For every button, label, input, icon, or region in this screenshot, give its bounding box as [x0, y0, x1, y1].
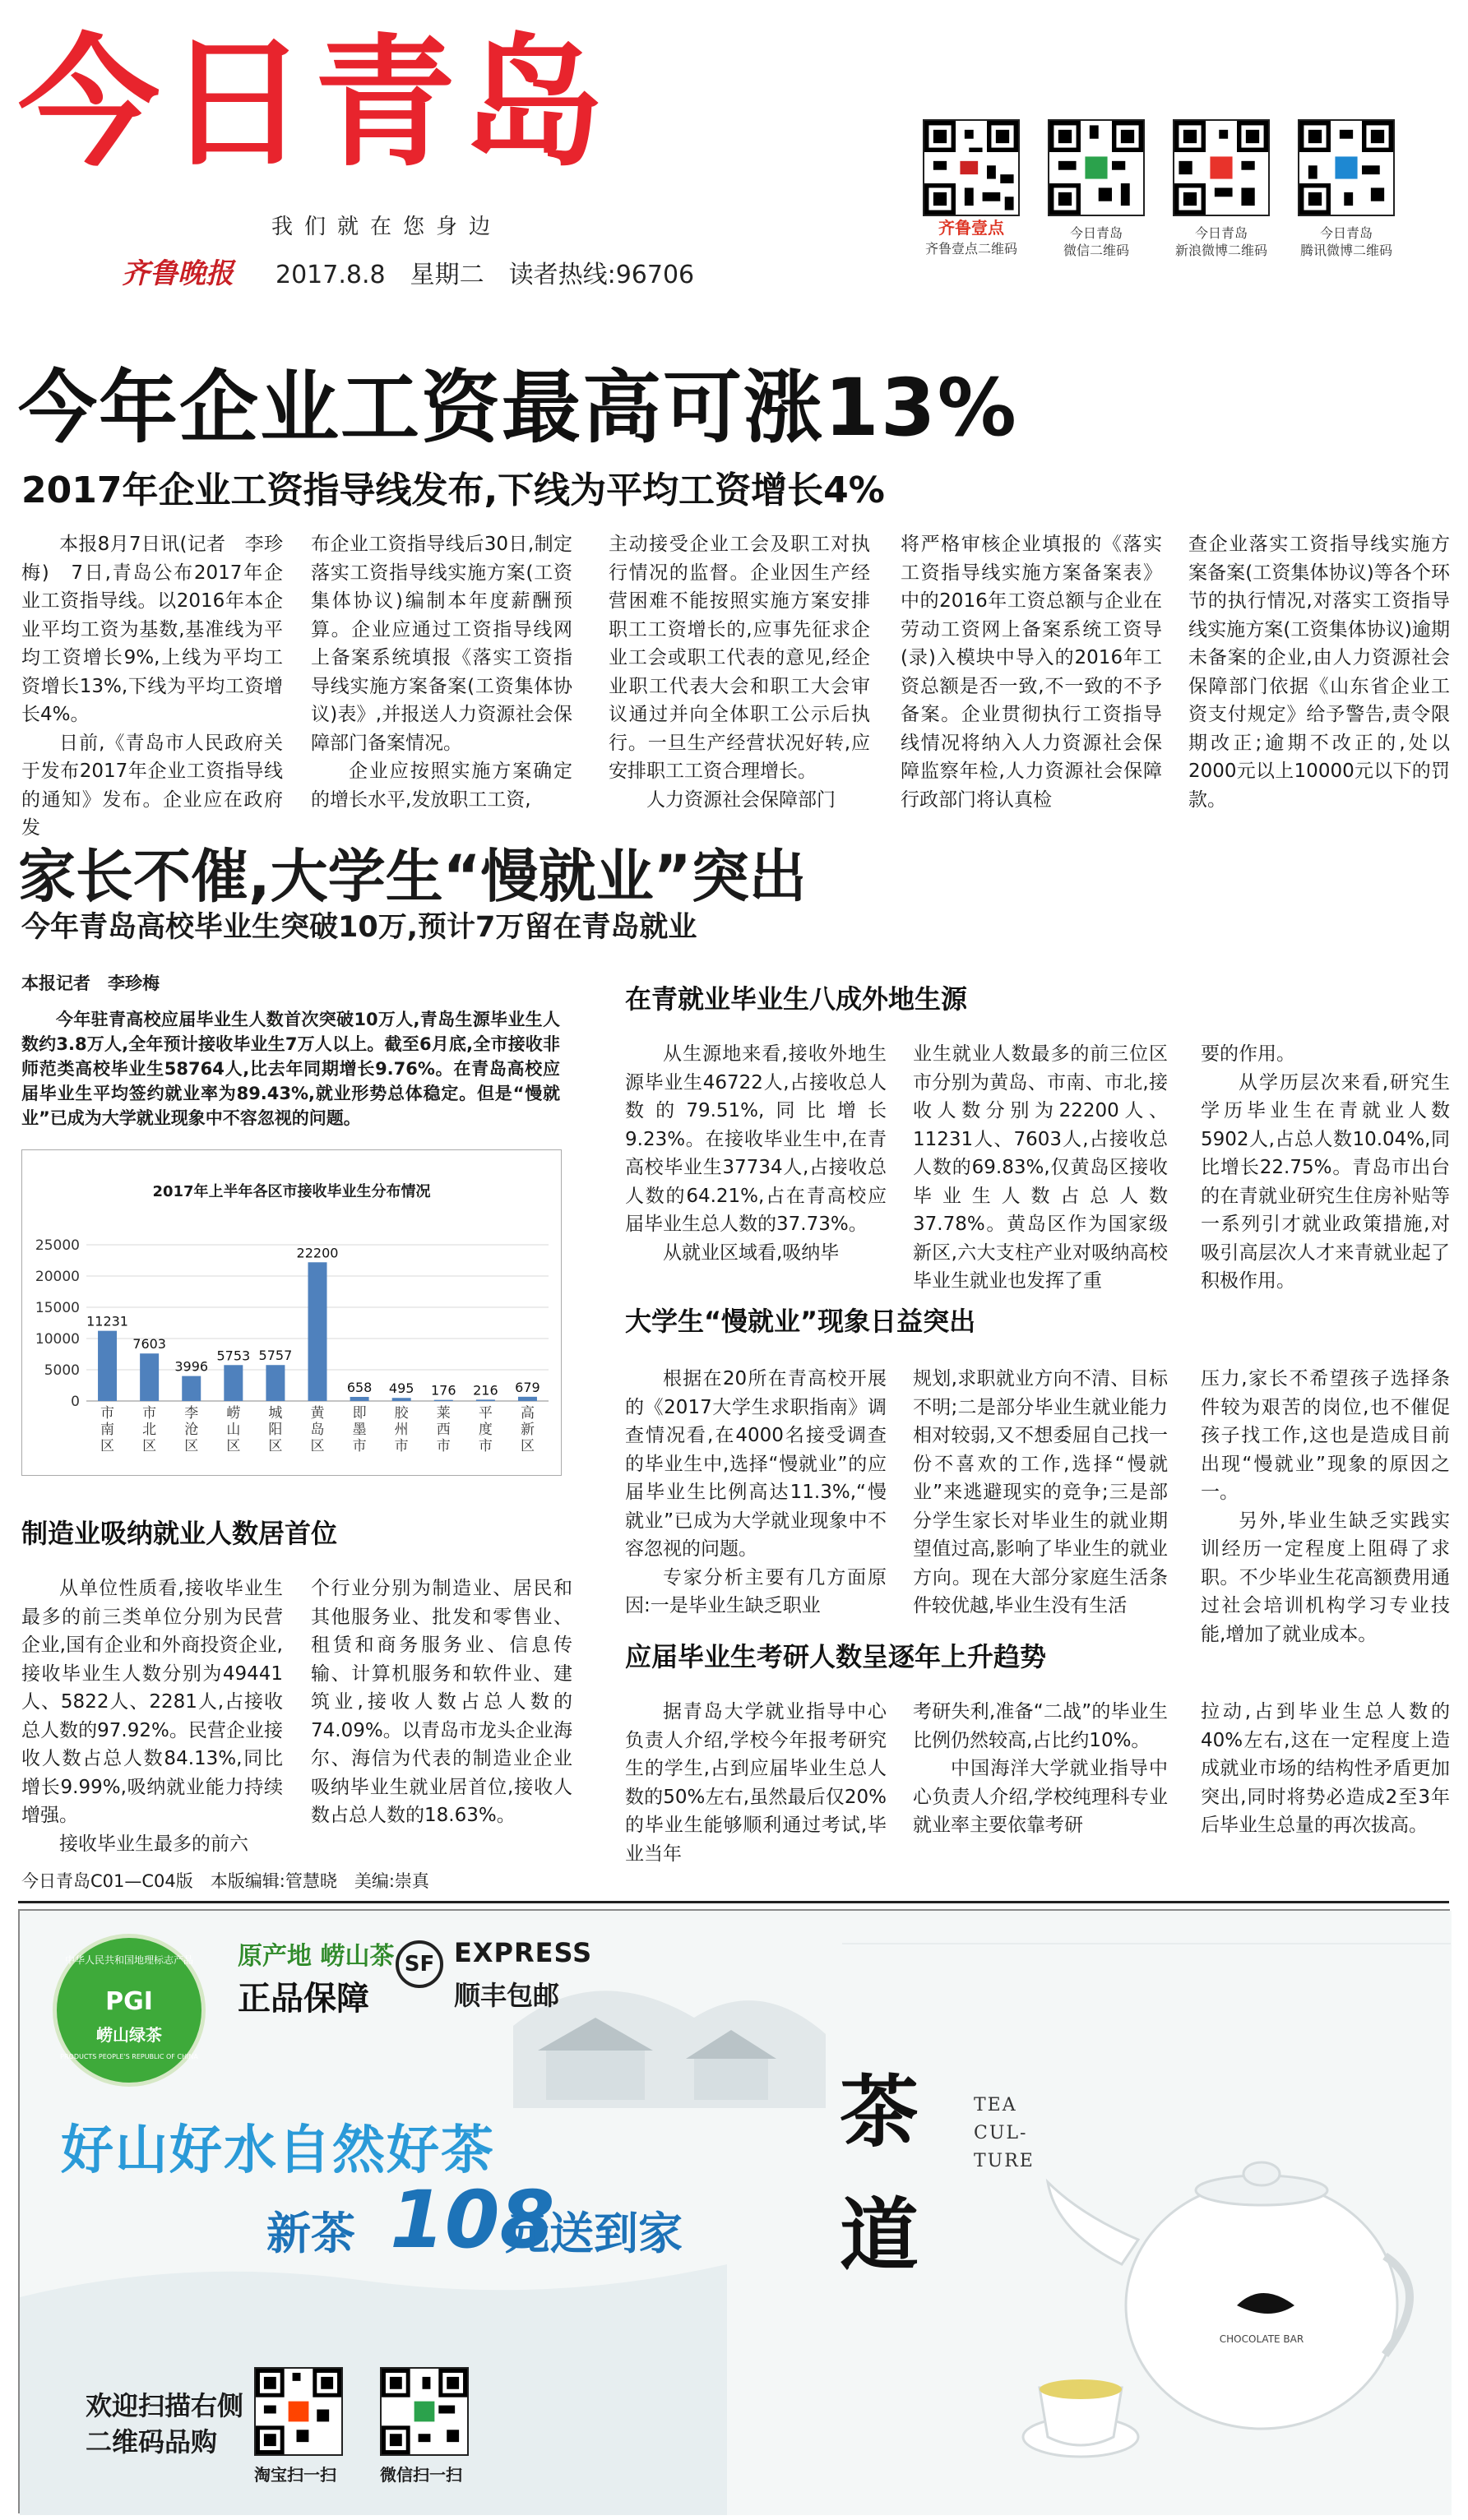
section-title-slow-employment: 大学生“慢就业”现象日益突出 — [625, 1306, 976, 1337]
qr-wechat[interactable] — [1046, 119, 1146, 259]
ad-tea-way-calligraphy: 茶道 — [840, 2065, 919, 2282]
slow-col-2 — [913, 1365, 1168, 1620]
qr-caption: 今日青岛 腾讯微博二维码 — [1299, 225, 1392, 258]
paragraph: 规划,求职就业方向不清、目标不明;二是部分毕业生就业能力相对较弱,又不想委屈自己找一份不喜欢的工作,选择“慢就业”来逃避现实的竞争;三是部分学生家长对毕业生的就业期望值过高,影响了毕业生的就业方向。现在大部分家庭生活条件较优越,毕业生没有生活 — [913, 1368, 1168, 1616]
masthead-slogan: 我们就在您身边 — [271, 215, 502, 239]
data-label: 5753 — [216, 1348, 251, 1364]
section-title-manufacturing: 制造业吸纳就业人数居首位 — [21, 1518, 338, 1549]
qr-caption: 今日青岛 新浪微博二维码 — [1174, 225, 1267, 258]
article1-headline: 今年企业工资最高可涨13% — [18, 362, 1018, 454]
paragraph: 主动接受企业工会及职工对执行情况的监督。企业因生产经营困难不能按照实施方案安排职工工资增长的,应事先征求企业工会或职工代表的意见,经企业职工代表大会和职工大会审议通过并向全体职工公示后执行。一旦生产经营状况好转,应安排职工工资合理增长。 — [609, 534, 870, 782]
sf-express-icon: SF — [396, 1940, 443, 1988]
paragraph: 企业应按照实施方案确定的增长水平,发放职工工资, — [311, 761, 572, 811]
y-tick-label: 10000 — [35, 1331, 80, 1348]
paper-name: 齐鲁晚报 — [122, 257, 234, 290]
paragraph: 从生源地来看,接收外地生源毕业生46722人,占接收总人数的79.51%,同比增长9.23%。在接收毕业生中,在青高校毕业生37734人,占接收总人数的64.21%,占在青高校应届毕业生总人数的37.73%。 — [625, 1043, 887, 1235]
bar — [98, 1331, 117, 1401]
x-tick-label: 市南区 — [100, 1405, 115, 1454]
source-col-2 — [913, 1040, 1168, 1311]
ad-scan-prompt: 欢迎扫描右侧 二维码品购 — [86, 2390, 244, 2458]
bar — [182, 1376, 201, 1401]
data-label: 658 — [346, 1379, 373, 1395]
qr-sina-weibo[interactable] — [1171, 119, 1271, 259]
ad-origin: 原产地 崂山茶 — [238, 1942, 395, 1971]
y-tick-label: 20000 — [35, 1269, 80, 1285]
paragraph: 从单位性质看,接收毕业生最多的前三类单位分别为民营企业,国有企业和外商投资企业,接收毕业生人数分别为49441人、5822人、2281人,占接收总人数的97.92%。民营企业接收人数占总人数84.13%,同比增长9.99%,吸纳就业能力持续增强。 — [21, 1578, 283, 1826]
x-tick-label: 城阳区 — [268, 1405, 283, 1454]
paragraph: 本报8月7日讯(记者 李珍梅) 7日,青岛公布2017年企业工资指导线。以2016年本企业平均工资为基数,基准线为平均工资增长9%,上线为平均工资增长13%,下线为平均工资增长4%。 — [21, 534, 283, 725]
date-line: 2017.8.8 星期二 读者热线:96706 — [276, 261, 695, 289]
y-tick-label: 25000 — [35, 1237, 80, 1254]
wechat-qr-caption: 微信扫一扫 — [380, 2465, 462, 2485]
manufacturing-col-1 — [21, 1574, 283, 1855]
paragraph: 接收毕业生最多的前六 — [59, 1833, 248, 1855]
paragraph: 从学历层次来看,研究生学历毕业生在青就业人数5902人,占总人数10.04%,同比增长22.75%。青岛市出台的在青就业研究生住房补贴等一系列引才就业政策措施,对吸引高层次人才来青就业起了积极作用。 — [1201, 1071, 1450, 1292]
x-tick-label: 市北区 — [142, 1405, 157, 1454]
pgi-logo — [53, 1934, 206, 2087]
section-title-source: 在青就业毕业生八成外地生源 — [625, 983, 968, 1015]
ad-price: 108 — [390, 2174, 555, 2266]
ad-tea-culture: TEA CUL- TURE — [974, 2095, 1035, 2171]
bar — [266, 1365, 285, 1401]
qr-tencent-weibo[interactable] — [1296, 119, 1396, 259]
ad-slogan: 好山好水自然好茶 — [61, 2120, 495, 2181]
qr-code-icon — [1298, 119, 1395, 216]
article1-col-3 — [609, 530, 870, 811]
data-label: 679 — [515, 1379, 540, 1395]
paragraph: 据青岛大学就业指导中心负责人介绍,学校今年报考研究生的学生,占到应届毕业生总人数的50%左右,虽然最后仅20%的毕业生能够顺利通过考试,毕业当年 — [625, 1701, 887, 1865]
ad-delivery: 元送到家 — [505, 2208, 683, 2259]
section-title-grad-exam: 应届毕业生考研人数呈逐年上升趋势 — [625, 1641, 1047, 1672]
grad-col-1 — [625, 1698, 887, 1865]
paragraph: 查企业落实工资指导线实施方案备案(工资集体协议)等各个环节的执行情况,对落实工资指导线实施方案(工资集体协议)逾期未备案的企业,由人力资源社会保障部门依据《山东省企业工资支付规定》给予警告,责令限期改正;逾期不改正的,处以2000元以上10000元以下的罚款。 — [1188, 534, 1450, 811]
bar — [350, 1397, 369, 1401]
paragraph: 个行业分别为制造业、居民和其他服务业、批发和零售业、租赁和商务服务业、信息传输、计算机服务和软件业、建筑业,接收人数占总人数的74.09%。以青岛市龙头企业海尔、海信为代表的制造业企业吸纳毕业生就业居首位,接收人数占总人数的18.63%。 — [311, 1578, 572, 1826]
slow-col-1 — [625, 1365, 887, 1620]
data-label: 7603 — [132, 1336, 166, 1352]
data-label: 11231 — [86, 1313, 128, 1329]
article2-subhead: 今年青岛高校毕业生突破10万,预计7万留在青岛就业 — [21, 911, 697, 944]
data-label: 5757 — [258, 1348, 293, 1364]
article2-lead — [21, 1007, 560, 1139]
paragraph: 今年驻青高校应届毕业生人数首次突破10万人,青岛生源毕业生人数约3.8万人,全年预计接收毕业生7万人以上。截至6月底,全市接收非师范类高校毕业生58764人,比去年同期增长9.76%。在青岛高校应届毕业生平均签约就业率为89.43%,就业形势总体稳定。但是“慢就业”已成为大学就业现象中不容忽视的问题。 — [21, 1010, 560, 1128]
teapot-illustration — [1023, 2059, 1418, 2486]
article1-col-5 — [1188, 530, 1450, 811]
source-col-1 — [625, 1040, 887, 1311]
page-footer-info: 今日青岛C01—C04版 本版编辑:管慧晓 美编:崇真 — [21, 1871, 429, 1891]
chart-title: 2017年上半年各区市接收毕业生分布情况 — [152, 1183, 431, 1200]
x-tick-label: 黄岛区 — [310, 1405, 325, 1454]
article1-col-4 — [901, 530, 1162, 811]
qr-code-icon — [923, 119, 1020, 216]
bar — [392, 1398, 411, 1401]
bar — [518, 1397, 537, 1401]
x-tick-label: 胶州市 — [394, 1405, 409, 1454]
bar — [434, 1400, 453, 1401]
bar — [140, 1353, 159, 1401]
qr-brand: 齐鲁壹点 — [938, 218, 1004, 238]
y-tick-label: 0 — [71, 1394, 80, 1410]
qr-code-icon — [1173, 119, 1270, 216]
paragraph: 压力,家长不希望孩子选择条件较为艰苦的岗位,也不催促孩子找工作,这也是造成目前出现“慢就业”现象的原因之一。 — [1201, 1368, 1450, 1503]
paragraph: 从就业区域看,吸纳毕 — [663, 1242, 840, 1264]
paragraph: 中国海洋大学就业指导中心负责人介绍,学校纯理科专业就业率主要依靠考研 — [913, 1758, 1168, 1836]
paragraph: 拉动,占到毕业生总人数的40%左右,这在一定程度上造成就业市场的结构性矛盾更加突出,同时将势必造成2至3年后毕业生总量的再次拔高。 — [1201, 1701, 1450, 1836]
article2-byline: 本报记者 李珍梅 — [21, 973, 160, 993]
article2-headline: 家长不催,大学生“慢就业”突出 — [18, 843, 807, 910]
x-tick-label: 高新区 — [520, 1405, 535, 1454]
teapot-label: CHOCOLATE BAR — [1219, 2333, 1304, 2345]
paragraph: 将严格审核企业填报的《落实工资指导线实施方案备案表》中的2016年工资总额与企业在劳动工资网上备案系统工资导(录)入模块中导入的2016年工资总额是否一致,不一致的不予备案。企业贯彻执行工资指导线情况将纳入人力资源社会保障监察年检,人力资源社会保障行政部门将认真检 — [901, 534, 1162, 811]
x-tick-label: 莱西市 — [436, 1405, 451, 1454]
paragraph: 人力资源社会保障部门 — [646, 788, 836, 811]
logo-top-text: 中华人民共和国地理标志产品 — [64, 1954, 193, 1966]
manufacturing-col-2 — [311, 1574, 572, 1838]
data-label: 22200 — [296, 1245, 339, 1261]
ad-express: EXPRESS — [454, 1937, 593, 1968]
ad-free-shipping: 顺丰包邮 — [454, 1980, 560, 2011]
data-label: 495 — [388, 1380, 414, 1397]
ad-new-tea: 新茶 — [266, 2208, 355, 2259]
wechat-qr-code[interactable] — [380, 2367, 469, 2456]
qr-caption: 齐鲁壹点二维码 — [924, 241, 1017, 257]
grad-col-2 — [913, 1698, 1168, 1862]
taobao-qr-code[interactable] — [254, 2367, 343, 2456]
logo-bottom-text: PRODUCTS PEOPLE'S REPUBLIC OF CHINA — [60, 2053, 198, 2060]
masthead-title: 今日青岛 — [18, 19, 610, 186]
paragraph: 布企业工资指导线后30日,制定落实工资指导线实施方案(工资集体协议)编制本年度薪酬预算。企业应通过工资指导线网上备案系统填报《落实工资指导线实施方案备案(工资集体协议)表》,并报送人力资源社会保障部门备案情况。 — [311, 534, 572, 754]
logo-tea-name: 崂山绿茶 — [96, 2025, 162, 2045]
y-tick-label: 15000 — [35, 1300, 80, 1316]
footer-divider — [18, 1901, 1449, 1903]
bar — [224, 1365, 243, 1401]
y-tick-label: 5000 — [44, 1362, 80, 1379]
bar-chart — [21, 1149, 562, 1476]
taobao-qr-caption: 淘宝扫一扫 — [254, 2465, 336, 2485]
paragraph: 根据在20所在青高校开展的《2017大学生求职指南》调查情况看,在4000名接受调查的毕业生中,选择“慢就业”的应届毕业生比例高达11.3%,“慢就业”已成为大学就业现象中不容忽视的问题。 — [625, 1368, 887, 1560]
x-tick-label: 李沧区 — [184, 1405, 199, 1454]
tea-advertisement[interactable] — [18, 1909, 1450, 2513]
article1-col-1 — [21, 530, 283, 839]
paragraph: 日前,《青岛市人民政府关于发布2017年企业工资指导线的通知》发布。企业应在政府发 — [21, 732, 283, 839]
paragraph: 考研失利,准备“二战”的毕业生比例仍然较高,占比约10%。 — [913, 1701, 1168, 1751]
article1-subhead: 2017年企业工资指导线发布,下线为平均工资增长4% — [21, 469, 885, 511]
bar — [476, 1399, 495, 1401]
x-tick-label: 平度市 — [478, 1405, 493, 1454]
chart-svg — [22, 1150, 561, 1475]
paragraph: 另外,毕业生缺乏实践实训经历一定程度上阻碍了求职。不少毕业生花高额费用通过社会培训机构学习专业技能,增加了就业成本。 — [1201, 1510, 1450, 1645]
qr-qilu-yidian[interactable] — [921, 119, 1021, 257]
qr-code-icon — [1048, 119, 1145, 216]
x-tick-label: 崂山区 — [226, 1405, 241, 1454]
qr-caption: 今日青岛 微信二维码 — [1063, 225, 1129, 258]
grad-col-3 — [1201, 1698, 1450, 1862]
ad-guarantee: 正品保障 — [238, 1980, 369, 2018]
data-label: 3996 — [174, 1358, 209, 1375]
paragraph: 专家分析主要有几方面原因:一是毕业生缺乏职业 — [625, 1566, 887, 1616]
paragraph: 业生就业人数最多的前三位区市分别为黄岛、市南、市北,接收人数分别为22200人、11231人、7603人,占接收总人数的69.83%,仅黄岛区接收毕业生人数占总人数37.78%。黄岛区作为国家级新区,六大支柱产业对吸纳高校毕业生就业也发挥了重 — [913, 1043, 1168, 1292]
data-label: 216 — [473, 1382, 498, 1399]
paragraph: 要的作用。 — [1201, 1043, 1295, 1065]
bar — [308, 1262, 327, 1401]
data-label: 176 — [430, 1382, 456, 1399]
x-tick-label: 即墨市 — [352, 1405, 367, 1454]
article1-col-2 — [311, 530, 572, 811]
source-col-3 — [1201, 1040, 1450, 1311]
logo-pgi: PGI — [105, 1987, 153, 2016]
slow-col-3 — [1201, 1365, 1450, 1645]
